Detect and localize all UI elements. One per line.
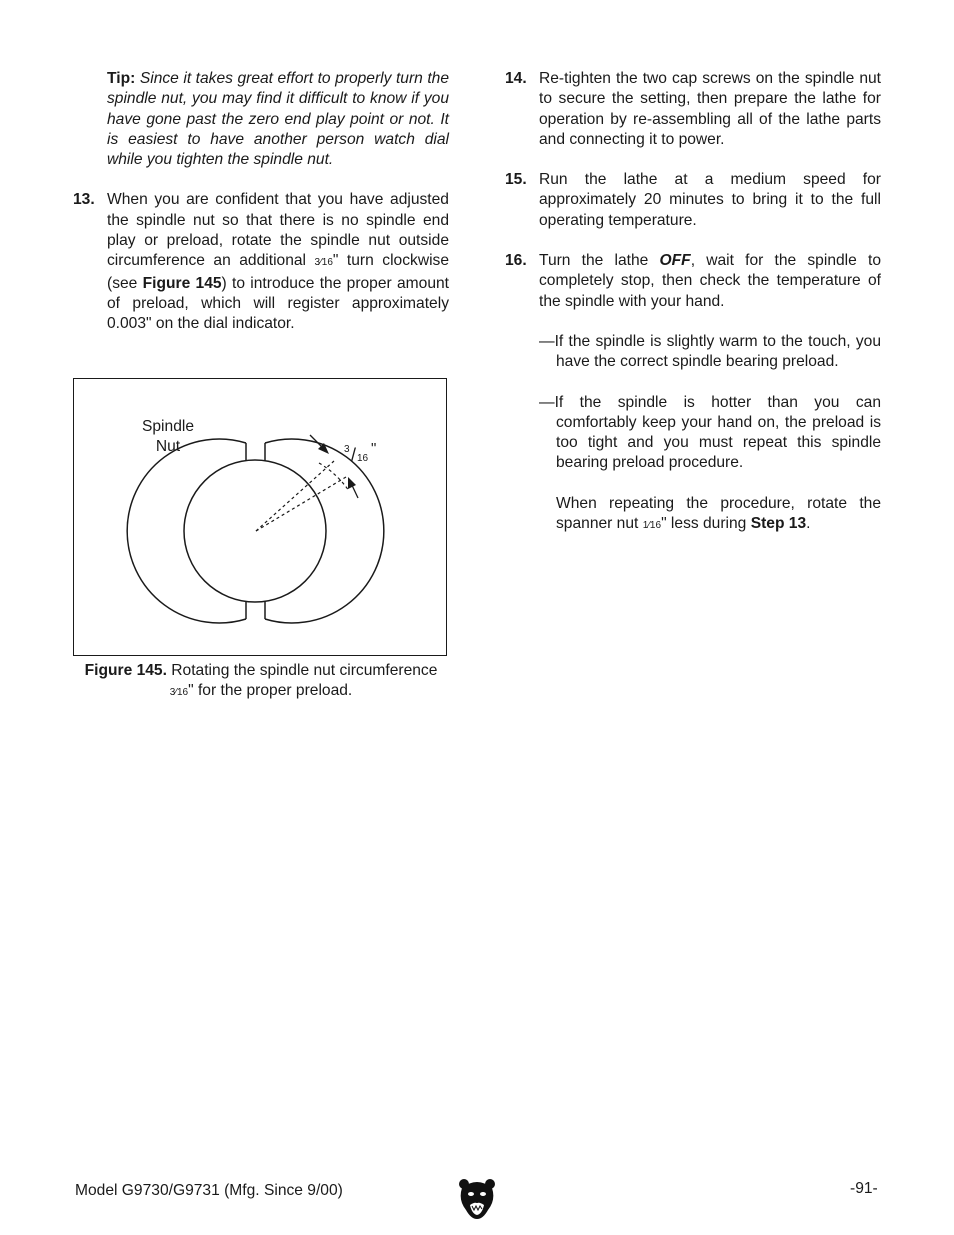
caption-text-b: " for the proper preload. [188,682,353,700]
dimension-denominator: 16 [357,453,369,464]
note-repeat-fraction: 1⁄16 [642,520,662,532]
step-14-number: 14. [505,70,527,87]
dimension-unit: " [371,440,377,457]
right-column [505,69,881,556]
left-column [73,69,449,355]
note-repeat-text-c: . [806,515,811,533]
note-repeat [505,494,881,537]
figure-145 [73,378,447,656]
step-14-text: Re-tighten the two cap screws on the spindle nut to secure the setting, then prepare the lathe for operation by re-assembling all of the lathe parts and connecting it to power. [539,70,881,148]
step-15 [505,170,881,231]
step-13-reference: Step 13 [750,515,807,533]
caption-text-a: Rotating the spindle nut circumference [171,662,438,679]
note-warm: —If the spindle is slightly warm to the touch, you have the correct spindle bearing preload. [539,332,881,371]
footer-model: Model G9730/G9731 (Mfg. Since 9/00) [75,1182,343,1199]
spindle-inner-circle [184,460,326,602]
page-number: -91- [850,1180,878,1197]
step-14 [505,69,881,150]
figure-reference: Figure 145 [142,274,222,292]
step-15-text: Run the lathe at a medium speed for approximately 20 minutes to bring it to the full operating temperature. [539,171,881,229]
step-13 [73,190,449,334]
caption-figure-number: Figure 145. [84,662,167,679]
step-16-text-b: , wait for the spindle to completely stop, then check the temperature of the spindle with your hand. [539,252,881,310]
step-16-number: 16. [505,252,527,270]
rotation-arc [319,463,349,491]
step-16-off: OFF [659,252,691,270]
note-repeat-text-b: " less during [661,515,751,533]
step-16-text-a: Turn the lathe [539,252,660,270]
dimension-numerator: 3 [344,444,350,455]
tip-paragraph [107,69,449,170]
caption-fraction: 3⁄16 [169,687,189,699]
dimension-slash: / [351,445,357,465]
note-repeat-text-a: When repeating the procedure, rotate the spanner nut [556,494,881,533]
step-13-text-a: When you are confident that you have adjusted the spindle nut so that there is no spindle end play or preload, rotate the spindle nut outside circumference an additional [107,191,449,270]
step-13-text-c: ) to introduce the proper amount of preload, which will register approximately 0.003" on the dial indicator. [107,274,449,333]
step-13-fraction: 3⁄16 [314,257,333,269]
step-13-text-b: " turn clockwise (see [107,252,450,292]
label-nut: Nut [155,438,181,455]
label-spindle: Spindle [141,418,195,435]
step-16 [505,251,881,312]
ring-left-half [127,439,246,623]
figure-caption [73,661,449,704]
end-radial-line [256,477,346,531]
step-13-number: 13. [73,191,95,209]
note-hot: —If the spindle is hotter than you can comfortably keep your hand on, the preload is too tight and you must repeat this spindle bearing preload procedure. [539,393,881,472]
step-15-number: 15. [505,171,527,189]
tip-label: Tip: [107,70,136,87]
tip-text: Since it takes great effort to properly turn the spindle nut, you may find it difficult to know if you have gone past the zero end play point or not. It is easiest to have another person watch dial while you tighten the spindle nut. [107,70,450,169]
dimension-arrow-end-head [348,477,356,489]
grizzly-bear-logo-icon [458,1178,496,1226]
